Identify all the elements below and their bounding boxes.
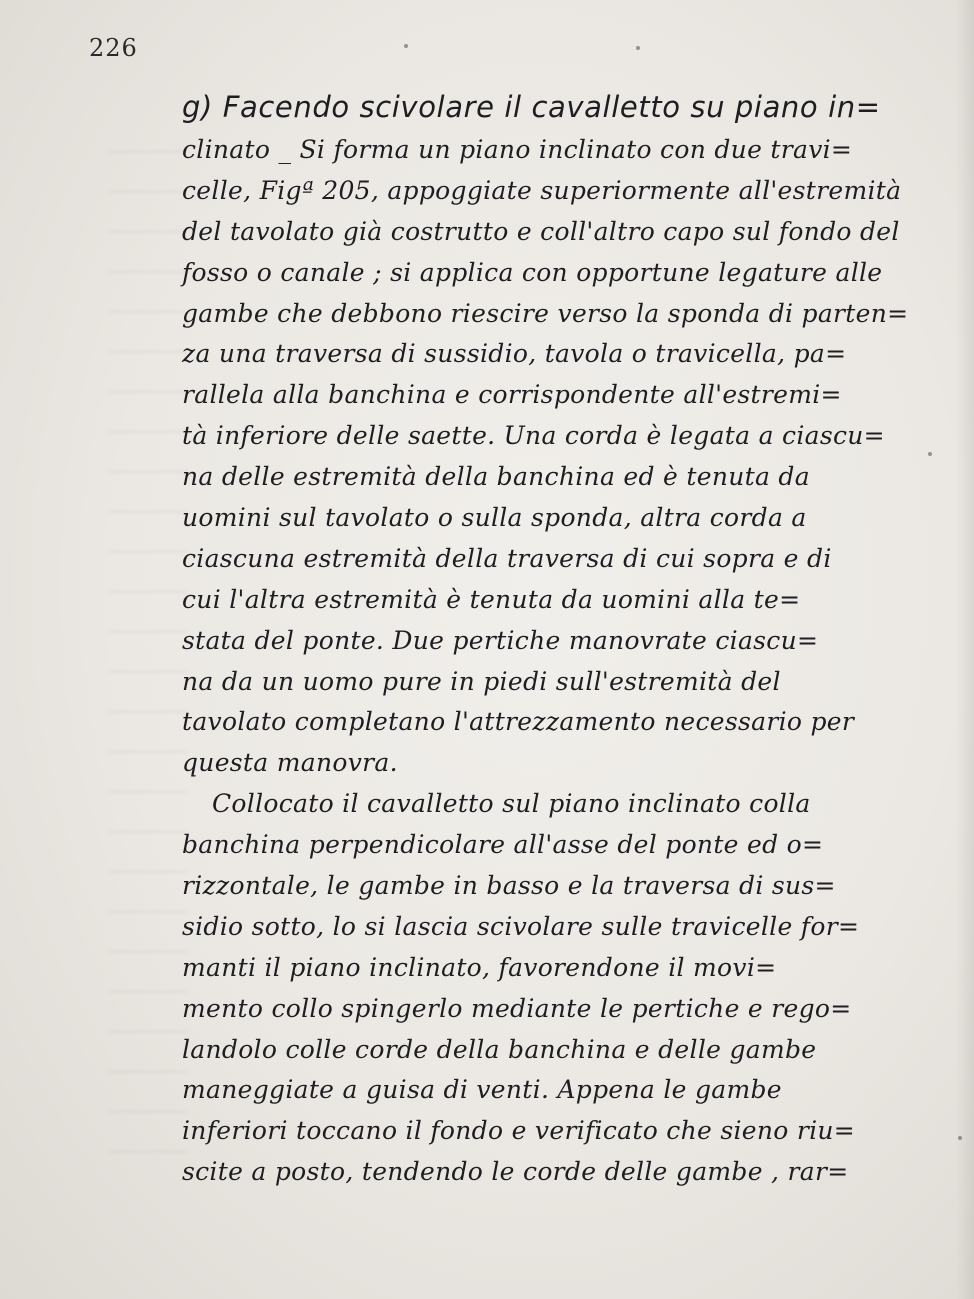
text-line: scite a posto, tendendo le corde delle gambe , rar= [182,1157,849,1187]
text-line: inferiori toccano il fondo e verificato che sieno riu= [182,1116,856,1146]
section-heading-line: g) Facendo scivolare il cavalletto su piano in= [182,90,881,124]
text-line: na da un uomo pure in piedi sull'estremità del [182,666,781,696]
page-edge-shadow [956,0,974,1299]
text-line: maneggiate a guisa di venti. Appena le gambe [182,1075,782,1105]
text-line: manti il piano inclinato, favorendone il movi= [182,952,777,982]
text-line: mento collo spingerlo mediante le pertiche e rego= [182,993,852,1023]
text-line: fosso o canale ; si applica con opportune legature alle [182,257,883,287]
text-line: stata del ponte. Due pertiche manovrate ciascu= [182,625,819,655]
text-line: ciascuna estremità della traversa di cui sopra e di [182,543,832,573]
ink-speck [636,46,640,50]
text-line: landolo colle corde della banchina e delle gambe [182,1034,817,1064]
text-line: tà inferiore delle saette. Una corda è legata a ciascu= [182,421,885,451]
text-line: banchina perpendicolare all'asse del ponte ed o= [182,830,824,860]
text-line: uomini sul tavolato o sulla sponda, altra corda a [182,503,807,533]
handwritten-text-block [182,84,909,1193]
page-number: 226 [89,34,138,62]
text-line: rallela alla banchina e corrispondente all'estremi= [182,380,842,410]
text-line: del tavolato già costrutto e coll'altro capo sul fondo del [182,216,900,246]
text-line: gambe che debbono riescire verso la sponda di parten= [182,298,909,328]
text-line: cui l'altra estremità è tenuta da uomini alla te= [182,584,801,614]
ink-speck [928,452,932,456]
paragraph-start-line: Collocato il cavalletto sul piano inclinato colla [212,789,811,819]
text-line: na delle estremità della banchina ed è tenuta da [182,462,810,492]
text-line: celle, Figª 205, appoggiate superiormente all'estremità [182,175,902,205]
bleed-through-marks [108,120,188,1170]
ink-speck [404,44,408,48]
text-line: tavolato completano l'attrezzamento necessario per [182,707,855,737]
text-line: sidio sotto, lo si lascia scivolare sulle travicelle for= [182,911,860,941]
text-line: clinato _ Si forma un piano inclinato con due travi= [182,135,853,164]
text-line: za una traversa di sussidio, tavola o travicella, pa= [182,339,847,369]
text-line: questa manovra. [182,748,398,778]
ink-speck [958,1136,962,1140]
text-line: rizzontale, le gambe in basso e la traversa di sus= [182,871,836,901]
